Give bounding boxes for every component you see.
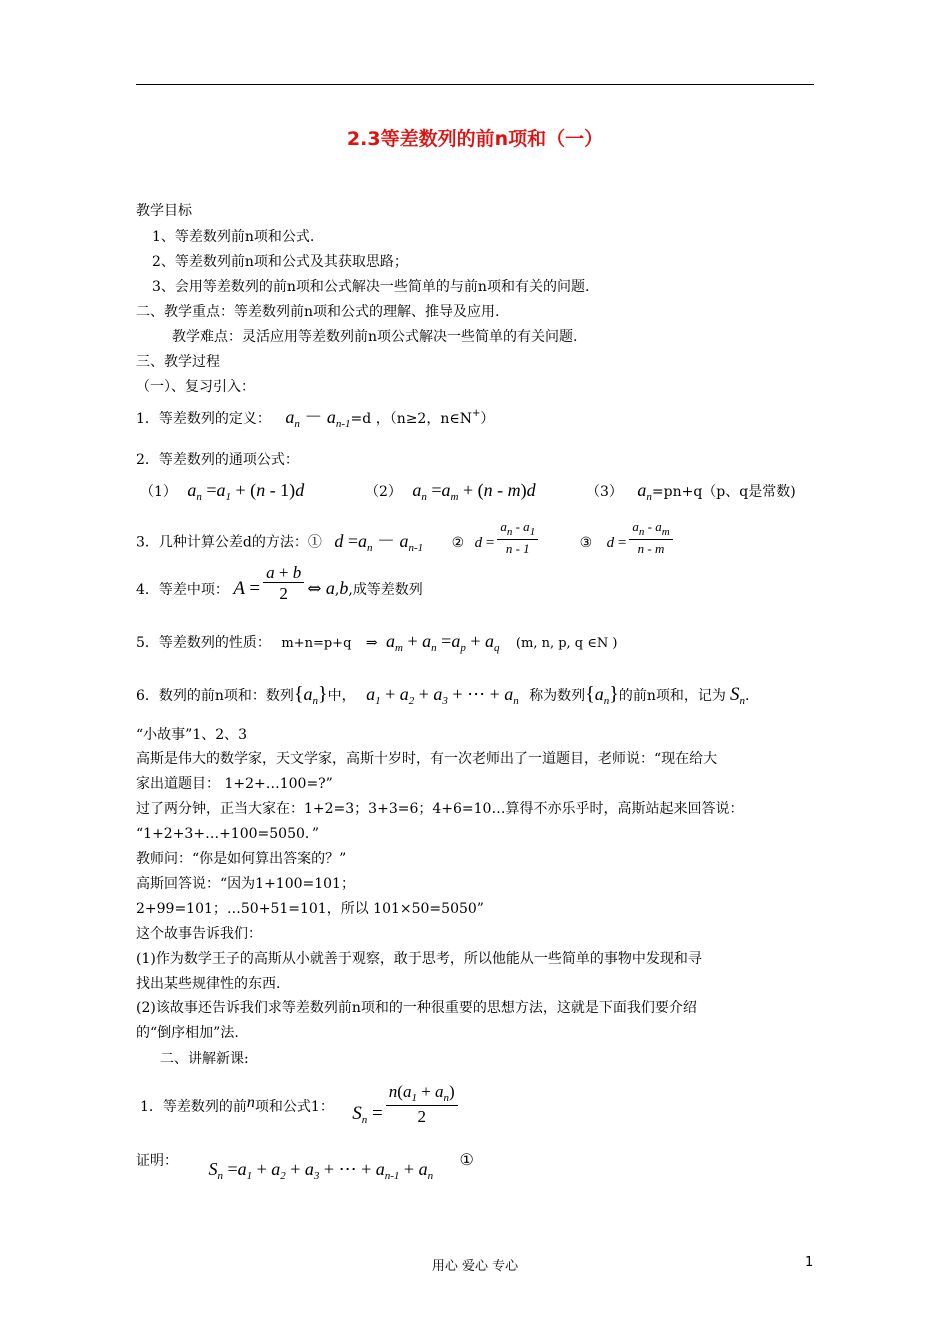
story-line: 过了两分钟，正当大家在：1+2=3；3+3=6；4+6=10…算得不亦乐乎时，高斯站起来回答说： xyxy=(136,801,744,817)
definition-formula: $a_n - a_{n-1}$ xyxy=(285,407,351,430)
story-line: (2)该故事还告诉我们求等差数列前n项和的一种很重要的思想方法，这就是下面我们要介绍 xyxy=(136,1000,697,1016)
mid-label: 4．等差中项： xyxy=(136,582,229,598)
g1-label: （1） xyxy=(140,484,177,500)
story-heading: “小故事”1、2、3 xyxy=(136,727,248,743)
story-line: (1)作为数学王子的高斯从小就善于观察，敢于思考，所以他能从一些简单的事物中发现和寻 xyxy=(136,951,702,967)
story-line: 高斯是伟大的数学家，天文学家，高斯十岁时，有一次老师出了一道题目，老师说：“现在给大 xyxy=(136,751,718,767)
process-heading: 三、教学过程 xyxy=(136,354,220,370)
mid-tail: 成等差数列 xyxy=(352,582,423,598)
story-line: 家出道题目： 1+2+…100=?” xyxy=(136,776,333,792)
definition-label: 1．等差数列的定义： xyxy=(136,411,271,427)
definition-sup: + xyxy=(471,408,481,419)
sum-called: 称为数列 xyxy=(529,688,586,704)
story-line: 的“倒序相加”法. xyxy=(136,1025,239,1041)
sum-formula-line: 1．等差数列的前n项和公式1： $S_n$ = $\frac{n(a_1 + a_n)}{2}$ xyxy=(140,1089,461,1126)
story-line: 教师问：“你是如何算出答案的？” xyxy=(136,851,347,867)
story-line: “1+2+3+…+100=5050．” xyxy=(136,826,320,842)
general-formula-3: （3） $a_n=pn+q(p$、q是常数) xyxy=(586,480,796,503)
prop-label: 5．等差数列的性质： xyxy=(136,635,271,651)
page-number: 1 xyxy=(805,1255,814,1270)
d-label: 3．几种计算公差d的方法：① xyxy=(136,534,322,551)
sum-mid: 中， xyxy=(327,688,356,704)
partial-sum-line: 6．数列的前n项和：数列$\{a_n\}$中， $a_1 + a_2 + a_3$ + ⋯ + $a_n$ 称为数列$\{a_n\}$的前n项和，记为 $S_n$. xyxy=(136,683,750,707)
d2-label: ② xyxy=(451,534,465,551)
d3-label: ③ xyxy=(579,534,593,551)
common-difference-line: 3．几种计算公差d的方法：① $d =a_n - a_{n-1}$ ② d = $\frac{a_n - a_1}{n - 1}$ ③ d = $\frac{a_n - a_m}{n - m}$ xyxy=(136,530,676,555)
general-formula-1: （1） $a_n =a_1 + (n - 1)d$ xyxy=(140,480,305,503)
general-formula-2: （2） $a_n =a_m + (n - m)d$ xyxy=(365,480,536,503)
review-heading: （一）、复习引入： xyxy=(136,379,255,395)
circle-one-marker: ① xyxy=(459,1150,474,1169)
story-line: 找出某些规律性的东西. xyxy=(136,976,281,992)
property-line: 5．等差数列的性质： m+n=p+q ⇒ $a_m + a_n =a_p + a_q$ (m, n, p, q ∈N ) xyxy=(136,631,618,654)
formula-label: 1．等差数列的前 xyxy=(140,1099,247,1115)
objective-item: 1、等差数列前n项和公式. xyxy=(152,229,315,245)
objective-item: 3、会用等差数列的前n项和公式解决一些简单的与前n项和有关的问题. xyxy=(152,279,590,295)
story-line: 2+99=101；…50+51=101，所以 101×50=5050” xyxy=(136,901,484,917)
story-line: 高斯回答说：“因为1+100=101； xyxy=(136,876,355,892)
definition-line xyxy=(136,408,494,430)
page-title: 2.3等差数列的前n项和（一） xyxy=(346,128,604,150)
objective-item: 2、等差数列前n项和公式及其获取思路； xyxy=(152,254,408,270)
g3-text: =pn+q（p、q是常数) xyxy=(651,484,796,500)
prop-tail: (m, n, p, q ∈N ) xyxy=(515,636,618,651)
definition-condition: =d ，（n≥2，n∈N xyxy=(350,411,472,427)
sum-label: 6．数列的前n项和：数列 xyxy=(136,688,294,704)
difficulty: 教学难点：灵活应用等差数列前n项公式解决一些简单的有关问题. xyxy=(172,329,578,345)
g2-label: （2） xyxy=(365,484,402,500)
header-rule xyxy=(136,84,814,85)
g3-label: （3） xyxy=(586,484,623,500)
general-term-label: 2．等差数列的通项公式： xyxy=(136,452,299,468)
definition-condition-end: ） xyxy=(480,411,495,427)
key-point: 二、教学重点：等差数列前n项和公式的理解、推导及应用. xyxy=(136,304,500,320)
formula-label2: 项和公式1： xyxy=(254,1099,334,1115)
new-lesson-heading: 二、讲解新课: xyxy=(160,1051,249,1067)
story-line: 这个故事告诉我们： xyxy=(136,926,262,942)
proof-line: 证明： $S_n =a_1 + a_2 + a_3$ + ⋯ + $a_{n-1} + a_n$ ① xyxy=(136,1150,474,1182)
objectives-heading: 教学目标 xyxy=(136,203,192,219)
prop-condition: m+n=p+q xyxy=(281,636,352,651)
arithmetic-mean-line: 4．等差中项： A = $\frac{a + b}{2}$ ⇔ a,b,成等差数列 xyxy=(136,563,423,603)
proof-label: 证明： xyxy=(136,1153,178,1169)
sum-tail: 的前n项和，记为 xyxy=(618,688,726,704)
page-footer: 用心 爱心 专心 xyxy=(431,1259,519,1274)
